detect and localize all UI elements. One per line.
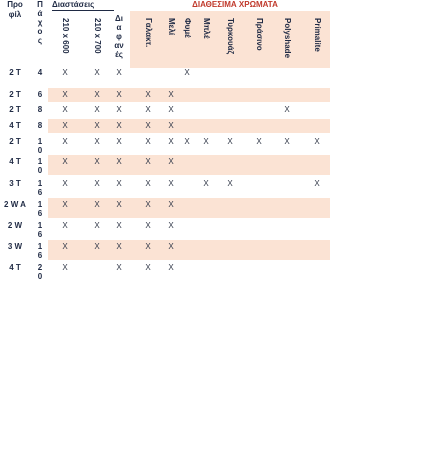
availability-mark: X xyxy=(62,157,68,166)
availability-mark: X xyxy=(168,121,174,130)
thickness-header-char: ς xyxy=(37,36,43,45)
size-210x700-header: 210 x 700 xyxy=(93,18,102,54)
availability-mark: X xyxy=(168,221,174,230)
availability-mark: X xyxy=(145,263,151,272)
availability-mark: X xyxy=(116,121,122,130)
sizes-group-underline xyxy=(52,10,114,11)
thickness-header xyxy=(34,0,46,45)
availability-mark: X xyxy=(62,121,68,130)
availability-mark: X xyxy=(94,242,100,251)
availability-mark: X xyxy=(116,200,122,209)
availability-mark: X xyxy=(203,179,209,188)
row-thickness: 0 xyxy=(37,146,43,155)
availability-mark: X xyxy=(256,137,262,146)
row-profile: 2 T xyxy=(9,90,21,99)
row-thickness: 1 xyxy=(37,221,43,230)
row-profile: 3 W xyxy=(7,242,23,251)
availability-mark: X xyxy=(116,221,122,230)
row-band xyxy=(48,88,330,102)
availability-mark: X xyxy=(227,179,233,188)
availability-mark: X xyxy=(116,157,122,166)
row-profile: 4 T xyxy=(9,121,21,130)
row-thickness: 6 xyxy=(37,188,43,197)
availability-mark: X xyxy=(203,137,209,146)
row-profile: 3 T xyxy=(9,179,21,188)
availability-mark: X xyxy=(145,221,151,230)
thickness-header-char: ά xyxy=(37,9,43,18)
row-thickness: 1 xyxy=(37,157,43,166)
row-profile: 2 T xyxy=(9,137,21,146)
row-thickness: 1 xyxy=(37,242,43,251)
availability-mark: X xyxy=(145,157,151,166)
availability-mark: X xyxy=(94,121,100,130)
profile-header xyxy=(0,0,30,20)
availability-mark: X xyxy=(168,263,174,272)
colors-group-header xyxy=(140,0,330,10)
availability-mark: X xyxy=(94,221,100,230)
availability-mark: X xyxy=(145,242,151,251)
row-profile: 4 T xyxy=(9,263,21,272)
availability-mark: X xyxy=(168,200,174,209)
thickness-header-char: χ xyxy=(37,18,43,27)
transparent-column-header xyxy=(112,14,126,59)
availability-mark: X xyxy=(184,137,190,146)
availability-mark: X xyxy=(145,90,151,99)
row-profile: 2 T xyxy=(9,68,21,77)
size-210x600-header: 210 x 600 xyxy=(61,18,70,54)
availability-mark: X xyxy=(94,105,100,114)
availability-mark: X xyxy=(168,157,174,166)
polyshade-header: Polyshade xyxy=(283,18,292,59)
row-thickness: 1 xyxy=(37,137,43,146)
colors-group-label: ΔΙΑΘΕΣΙΜΑ ΧΡΩΜΑΤΑ xyxy=(192,0,278,9)
transparent-header-char: ές xyxy=(115,50,123,59)
sizes-group-header xyxy=(52,0,114,10)
availability-mark: X xyxy=(145,105,151,114)
sizes-group-label: Διαστάσεις xyxy=(52,0,95,9)
availability-mark: X xyxy=(116,242,122,251)
availability-mark: X xyxy=(62,221,68,230)
row-thickness: 6 xyxy=(37,209,43,218)
row-thickness: 8 xyxy=(37,121,43,130)
transparent-header-char: αν xyxy=(114,41,124,50)
availability-mark: X xyxy=(62,68,68,77)
availability-mark: X xyxy=(94,90,100,99)
availability-mark: X xyxy=(62,105,68,114)
row-band xyxy=(48,119,330,133)
availability-mark: X xyxy=(62,263,68,272)
thickness-header-char: ο xyxy=(37,27,43,36)
profile-header-label: Προ φίλ xyxy=(7,0,23,19)
turquoise-header: Τυρκουάζ xyxy=(226,18,235,55)
thickness-header-char: Π xyxy=(37,0,43,9)
availability-mark: X xyxy=(184,68,190,77)
transparent-header-char: Δι xyxy=(115,14,123,23)
primalite-header: Primalite xyxy=(313,18,322,52)
availability-mark: X xyxy=(168,90,174,99)
availability-mark: X xyxy=(62,137,68,146)
availability-mark: X xyxy=(168,105,174,114)
row-band xyxy=(48,240,330,260)
availability-mark: X xyxy=(168,179,174,188)
row-profile: 4 T xyxy=(9,157,21,166)
blue-header: Μπλέ xyxy=(202,18,211,39)
availability-mark: X xyxy=(94,68,100,77)
availability-mark: X xyxy=(145,179,151,188)
availability-mark: X xyxy=(314,179,320,188)
availability-mark: X xyxy=(62,200,68,209)
smoked-header: Φυμέ xyxy=(183,18,192,38)
availability-mark: X xyxy=(94,137,100,146)
availability-mark: X xyxy=(284,105,290,114)
row-thickness: 4 xyxy=(37,68,43,77)
availability-mark: X xyxy=(62,179,68,188)
availability-mark: X xyxy=(145,121,151,130)
availability-mark: X xyxy=(116,68,122,77)
availability-mark: X xyxy=(168,242,174,251)
availability-mark: X xyxy=(62,242,68,251)
row-thickness: 1 xyxy=(37,200,43,209)
availability-mark: X xyxy=(62,90,68,99)
row-band xyxy=(48,198,330,218)
row-thickness: 1 xyxy=(37,179,43,188)
honey-header: Μελί xyxy=(167,18,176,36)
availability-mark: X xyxy=(116,263,122,272)
row-profile: 2 W xyxy=(7,221,23,230)
row-thickness: 8 xyxy=(37,105,43,114)
availability-mark: X xyxy=(168,137,174,146)
row-thickness: 0 xyxy=(37,166,43,175)
row-thickness: 6 xyxy=(37,90,43,99)
availability-mark: X xyxy=(94,157,100,166)
availability-mark: X xyxy=(116,90,122,99)
row-thickness: 0 xyxy=(37,272,43,281)
availability-mark: X xyxy=(227,137,233,146)
availability-mark: X xyxy=(116,105,122,114)
availability-mark: X xyxy=(314,137,320,146)
availability-mark: X xyxy=(116,137,122,146)
availability-mark: X xyxy=(94,200,100,209)
availability-mark: X xyxy=(145,200,151,209)
row-profile: 2 W A xyxy=(4,200,26,209)
green-header: Πράσινο xyxy=(255,18,264,51)
transparent-header-char: α xyxy=(116,23,122,32)
row-thickness: 2 xyxy=(37,263,43,272)
transparent-header-char: φ xyxy=(116,32,122,41)
availability-mark: X xyxy=(284,137,290,146)
row-thickness: 6 xyxy=(37,230,43,239)
milky-header: Γαλακτ. xyxy=(144,18,153,48)
availability-mark: X xyxy=(116,179,122,188)
availability-mark: X xyxy=(94,179,100,188)
row-band xyxy=(48,155,330,175)
row-profile: 2 T xyxy=(9,105,21,114)
availability-mark: X xyxy=(145,137,151,146)
row-thickness: 6 xyxy=(37,251,43,260)
